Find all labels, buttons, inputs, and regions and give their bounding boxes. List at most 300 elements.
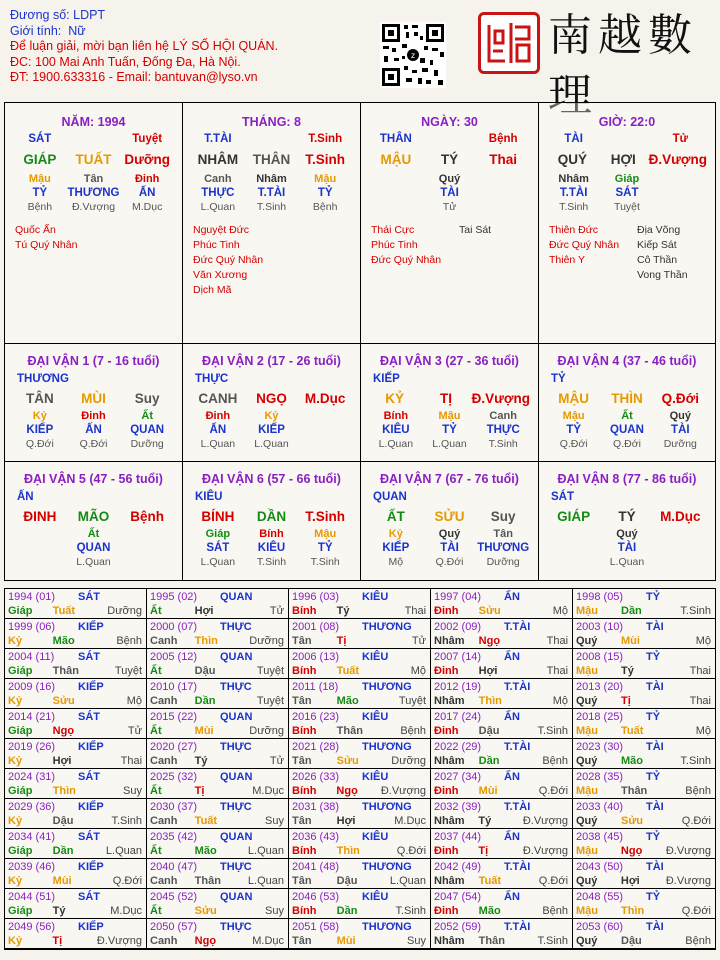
year-line-1 <box>150 681 284 694</box>
year-branch: Hợi <box>52 755 72 767</box>
pillar-hidden-stem-cell: Quý <box>438 173 461 185</box>
seal-stamp-icon <box>478 12 540 74</box>
year-phase: Suy <box>123 785 143 797</box>
star-item: Cô Thần <box>637 254 678 266</box>
year-label: 2044 (51) <box>8 891 56 903</box>
year-cell <box>431 709 573 739</box>
year-line-1 <box>292 651 426 664</box>
year-line-2 <box>8 724 142 738</box>
year-god: ẤN <box>504 891 520 903</box>
dai-van-hidden-stem-cell: Kỷ <box>264 410 279 422</box>
year-cell <box>5 769 147 799</box>
pillar-stem-branch-cell: Đ.Vượng <box>648 152 707 167</box>
dai-van-stem-branch-cell: TÂN <box>25 391 54 406</box>
pillar-god-cell: Tử <box>672 133 688 145</box>
pillar-hidden-stem-cell <box>476 172 530 186</box>
year-label: 2030 (37) <box>150 801 198 813</box>
year-cell <box>573 739 715 769</box>
year-cell <box>431 679 573 709</box>
year-line-1 <box>150 741 284 754</box>
dai-van-stem-branch <box>539 506 715 527</box>
year-branch: Thìn <box>336 845 360 857</box>
year-stem: Quý <box>576 815 598 827</box>
dai-van-god: KIẾP <box>373 373 400 385</box>
year-phase: T.Sinh <box>395 905 427 917</box>
dai-van-hidden-stem-cell: Đinh <box>81 410 106 422</box>
year-branch: Mão <box>478 905 501 917</box>
year-label: 2052 (59) <box>434 921 482 933</box>
year-line-1 <box>576 741 711 754</box>
four-pillars <box>5 103 715 344</box>
year-branch: Sửu <box>52 695 75 707</box>
dai-van-hidden-stem-cell: Bính <box>259 528 284 540</box>
phone-email: ĐT: 1900.633316 - Email: bantuvan@lyso.vn <box>10 70 258 84</box>
year-cell <box>431 769 573 799</box>
year-god: T.TÀI <box>504 861 531 873</box>
year-cell <box>289 859 431 889</box>
year-cell <box>5 619 147 649</box>
year-label: 1999 (06) <box>8 621 56 633</box>
year-branch: Sửu <box>478 605 501 617</box>
year-cell <box>5 919 147 949</box>
year-line-2 <box>150 754 284 768</box>
year-label: 1995 (02) <box>150 591 198 603</box>
dai-van-hidden-god-cell: THƯƠNG <box>477 542 530 554</box>
year-cell <box>431 829 573 859</box>
pillar-stars <box>549 223 688 283</box>
dai-van-hidden-god <box>539 541 715 555</box>
pillar-phase-cell: Tử <box>442 201 457 213</box>
year-god: THỰC <box>220 621 252 633</box>
year-cell <box>573 709 715 739</box>
dai-van-phase-cell: T.Sinh <box>310 556 340 568</box>
year-line-1 <box>292 681 426 694</box>
dai-van-hidden-god-cell: ẤN <box>209 424 227 436</box>
year-stem: Đinh <box>434 665 459 677</box>
year-god: THƯƠNG <box>362 801 412 813</box>
dai-van-hidden-god-cell: QUAN <box>130 424 165 436</box>
dai-van-hidden-god <box>183 541 360 555</box>
year-stem: Ất <box>150 665 162 677</box>
dai-van-stem-branch-cell: GIÁP <box>557 509 591 524</box>
pillar-hidden-god-cell <box>476 186 530 200</box>
year-line-2 <box>434 844 568 858</box>
year-line-2 <box>150 904 284 918</box>
year-phase: Tử <box>269 605 285 617</box>
year-branch: Dậu <box>478 725 500 737</box>
pillar-stem-branch-cell: NHÂM <box>197 152 239 167</box>
year-line-2 <box>576 754 711 768</box>
contact-invite: Để luận giải, mời bạn liên hệ LÝ SỐ HỘI QUÁN. <box>10 39 279 53</box>
year-phase: Q.Đới <box>538 875 569 887</box>
year-cell <box>573 889 715 919</box>
year-god: KIÊU <box>362 651 389 663</box>
year-phase: Q.Đới <box>112 875 143 887</box>
year-stem: Canh <box>150 815 178 827</box>
pillar-god-cell <box>245 129 299 149</box>
year-label: 1996 (03) <box>292 591 340 603</box>
pillar-phase-cell: Bệnh <box>312 201 338 213</box>
dai-van-hidden-stem-cell: Mậu <box>438 410 461 422</box>
dai-van-hidden-god <box>361 423 538 437</box>
year-line-1 <box>576 651 711 664</box>
year-phase: Đ.Vượng <box>522 845 568 857</box>
year-phase: L.Quan <box>105 845 143 857</box>
year-stem: Giáp <box>8 665 33 677</box>
year-line-1 <box>576 771 711 784</box>
year-branch: Tý <box>621 665 634 677</box>
dai-van-phase <box>5 437 182 451</box>
year-god: SÁT <box>78 771 100 783</box>
year-god: THƯƠNG <box>362 861 412 873</box>
year-phase: Mộ <box>695 725 711 737</box>
pillar-hidden-god <box>5 186 182 200</box>
year-branch: Ngọ <box>194 935 217 947</box>
year-phase: Mộ <box>695 635 711 647</box>
year-label: 2034 (41) <box>8 831 56 843</box>
pillar-stars <box>371 223 491 268</box>
dai-van-hidden-god-cell: KIẾP <box>26 424 54 436</box>
year-line-2 <box>292 904 426 918</box>
year-stem: Nhâm <box>434 815 465 827</box>
year-phase: Đ.Vượng <box>96 935 142 947</box>
year-line-1 <box>150 621 284 634</box>
year-line-1 <box>434 801 568 814</box>
year-line-2 <box>576 784 711 798</box>
year-label: 2039 (46) <box>8 861 56 873</box>
year-phase: T.Sinh <box>537 935 569 947</box>
year-phase: Bệnh <box>116 635 143 647</box>
year-branch: Dậu <box>621 935 642 947</box>
year-stem: Quý <box>576 695 598 707</box>
dai-van-hidden-stem-cell: Kỷ <box>388 528 403 540</box>
year-line-1 <box>150 891 284 904</box>
year-branch: Hợi <box>336 815 356 827</box>
year-branch: Tị <box>621 695 631 707</box>
dai-van-hidden-god-cell: TỶ <box>317 542 333 554</box>
year-branch: Thân <box>478 935 505 947</box>
year-branch: Sửu <box>621 815 644 827</box>
year-label: 2033 (40) <box>576 801 624 813</box>
year-cell <box>147 649 289 679</box>
year-cell <box>147 589 289 619</box>
dai-van-1 <box>5 344 183 462</box>
year-phase: M.Dục <box>252 785 285 797</box>
year-god: T.TÀI <box>504 621 531 633</box>
year-phase: Tử <box>127 725 143 737</box>
year-line-1 <box>576 591 711 604</box>
dai-van-hidden-god-cell: TÀI <box>671 424 690 436</box>
pillar-hidden-god-cell: TỶ <box>317 187 333 199</box>
year-branch: Thìn <box>194 635 218 647</box>
year-line-2 <box>150 784 284 798</box>
year-label: 2011 (18) <box>292 681 339 693</box>
year-line-2 <box>576 904 711 918</box>
year-god: QUAN <box>220 831 253 843</box>
year-branch: Dần <box>621 605 642 617</box>
year-label: 2014 (21) <box>8 711 56 723</box>
dai-van-stem-branch-cell: BÍNH <box>201 509 235 524</box>
year-stem: Quý <box>576 875 598 887</box>
dai-van-hidden-stem-cell: Ất <box>141 410 153 422</box>
year-line-1 <box>434 831 568 844</box>
dai-van-stem-branch-cell: Bệnh <box>130 509 165 524</box>
year-phase: Đ.Vượng <box>522 815 568 827</box>
year-cell <box>431 649 573 679</box>
year-god: TÀI <box>646 741 664 753</box>
year-label: 2045 (52) <box>150 891 198 903</box>
header-info <box>10 8 370 86</box>
year-phase: Thai <box>120 755 143 767</box>
year-line-1 <box>576 711 711 724</box>
dai-van-hidden-stem-cell <box>120 527 174 541</box>
year-phase: Suy <box>265 905 285 917</box>
dai-van-hidden-stem <box>5 527 182 541</box>
pillar-stem-branch <box>361 149 538 170</box>
year-phase: M.Dục <box>394 815 427 827</box>
dai-van-6 <box>183 462 361 580</box>
year-label: 2032 (39) <box>434 801 482 813</box>
year-cell <box>289 799 431 829</box>
year-phase: Thai <box>689 695 711 707</box>
pillar-hidden-stem-cell: Giáp <box>614 173 640 185</box>
year-line-2 <box>150 634 284 648</box>
year-branch: Mùi <box>478 785 498 797</box>
dai-van-hidden-stem-cell <box>654 527 707 541</box>
dai-van-hidden-stem <box>5 409 182 423</box>
year-stem: Tân <box>292 635 312 647</box>
dai-van-stem-branch-cell: Đ.Vượng <box>471 391 530 406</box>
dai-van-stem-branch-cell: MẬU <box>558 391 590 406</box>
dai-van-hidden-god-cell: KIẾP <box>258 424 285 436</box>
dai-van-phase <box>361 437 538 451</box>
year-line-2 <box>292 814 426 828</box>
year-cell <box>5 709 147 739</box>
year-phase: Bệnh <box>400 725 427 737</box>
year-stem: Ất <box>150 905 162 917</box>
year-line-1 <box>8 831 142 844</box>
year-god: TÀI <box>646 681 664 693</box>
dai-van-stem-branch <box>361 388 538 409</box>
year-god: KIÊU <box>362 711 389 723</box>
year-phase: Thai <box>404 605 427 617</box>
year-label: 2023 (30) <box>576 741 624 753</box>
year-phase: Tử <box>269 755 285 767</box>
year-line-2 <box>8 934 142 948</box>
dai-van-phase <box>183 437 360 451</box>
year-god: SÁT <box>78 831 100 843</box>
year-stem: Canh <box>150 635 178 647</box>
year-line-1 <box>576 921 711 934</box>
year-line-2 <box>8 904 142 918</box>
year-label: 2029 (36) <box>8 801 56 813</box>
year-cell <box>147 769 289 799</box>
year-label: 2037 (44) <box>434 831 482 843</box>
year-line-2 <box>434 784 568 798</box>
year-label: 2048 (55) <box>576 891 624 903</box>
dai-van-hidden-stem-cell: Đinh <box>205 410 231 422</box>
year-stem: Mậu <box>576 785 598 797</box>
year-line-1 <box>292 921 426 934</box>
year-label: 2019 (26) <box>8 741 56 753</box>
year-label: 2000 (07) <box>150 621 198 633</box>
year-stem: Nhâm <box>434 755 465 767</box>
year-stem: Giáp <box>8 905 33 917</box>
year-label: 2038 (45) <box>576 831 624 843</box>
dai-van-stem-branch-cell: M.Dục <box>304 391 346 406</box>
dai-van-hidden-stem-cell: Bính <box>383 410 409 422</box>
dai-van-title: ĐẠI VẬN 6 (57 - 66 tuổi) <box>202 472 341 486</box>
year-branch: Mùi <box>52 875 72 887</box>
star-item: Đức Quý Nhân <box>371 254 442 266</box>
year-line-2 <box>150 814 284 828</box>
year-stem: Đinh <box>434 905 459 917</box>
pillar-2 <box>361 103 539 343</box>
dai-van-phase-cell: L.Quan <box>432 438 467 450</box>
year-line-1 <box>576 861 711 874</box>
year-line-1 <box>434 681 568 694</box>
year-branch: Tuất <box>52 605 76 617</box>
dai-van-hidden-god-cell: TỶ <box>442 424 457 436</box>
dai-van-hidden-stem-cell: Tân <box>493 528 513 540</box>
year-branch: Thìn <box>52 785 76 797</box>
year-god: THƯƠNG <box>362 741 412 753</box>
year-stem: Giáp <box>8 845 33 857</box>
year-line-1 <box>292 621 426 634</box>
pillar-god-cell: T.TÀI <box>204 133 232 145</box>
year-line-1 <box>150 861 284 874</box>
year-stem: Canh <box>150 875 178 887</box>
year-line-1 <box>576 831 711 844</box>
year-label: 2008 (15) <box>576 651 624 663</box>
pillar-god <box>5 129 182 149</box>
year-cell <box>289 619 431 649</box>
dai-van-hidden-stem <box>183 527 360 541</box>
year-cell <box>431 739 573 769</box>
year-cell <box>431 799 573 829</box>
pillar-phase-cell <box>654 200 707 214</box>
dai-van-hidden-stem-cell: Kỷ <box>32 410 47 422</box>
year-line-1 <box>8 801 142 814</box>
year-stem: Đinh <box>434 605 459 617</box>
year-branch: Tị <box>478 845 489 857</box>
pillar-hidden-stem <box>539 172 715 186</box>
year-line-2 <box>292 604 426 618</box>
dai-van-hidden-god <box>539 423 715 437</box>
year-phase: Mộ <box>552 695 569 707</box>
dai-van-4 <box>539 344 715 462</box>
year-phase: T.Sinh <box>537 725 569 737</box>
dai-van-phase-cell: L.Quan <box>200 438 236 450</box>
star-item: Địa Võng <box>637 224 681 236</box>
pillar-stars <box>193 223 281 298</box>
stars-col-1 <box>193 223 271 298</box>
pillar-hidden-stem <box>361 172 538 186</box>
year-line-2 <box>150 604 284 618</box>
year-god: THỰC <box>220 921 252 933</box>
year-cell <box>147 709 289 739</box>
year-cell <box>431 619 573 649</box>
year-cell <box>573 859 715 889</box>
year-god: ẤN <box>504 831 520 843</box>
pillar-stars <box>15 223 103 253</box>
dai-van-hidden-stem-cell: Canh <box>489 410 517 422</box>
year-god: TỶ <box>646 711 661 723</box>
year-line-1 <box>292 711 426 724</box>
pillar-phase <box>5 200 182 214</box>
year-branch: Dần <box>336 905 358 917</box>
gender-line: Giới tính: Nữ <box>10 23 86 38</box>
pillar-1 <box>183 103 361 343</box>
year-branch: Thân <box>52 665 79 677</box>
year-branch: Dậu <box>52 815 74 827</box>
year-branch: Hợi <box>620 875 640 887</box>
year-line-2 <box>292 784 426 798</box>
year-label: 2024 (31) <box>8 771 56 783</box>
dai-van-hidden-stem-cell: Ất <box>87 528 100 540</box>
dai-van-phase-cell: L.Quan <box>254 438 289 450</box>
dai-van-title: ĐẠI VẬN 8 (77 - 86 tuổi) <box>557 472 697 486</box>
year-phase: Thai <box>546 665 569 677</box>
pillar-hidden-god-cell <box>654 186 707 200</box>
year-branch: Sửu <box>336 755 359 767</box>
year-branch: Tuất <box>478 875 502 887</box>
year-label: 2036 (43) <box>292 831 340 843</box>
year-cell <box>573 769 715 799</box>
dai-van-hidden-god-cell <box>120 541 174 555</box>
dai-van-7 <box>361 462 539 580</box>
year-stem: Quý <box>576 635 598 647</box>
year-stem: Tân <box>292 935 312 947</box>
year-god: SÁT <box>78 891 100 903</box>
year-stem: Canh <box>150 755 178 767</box>
year-stem: Mậu <box>576 845 598 857</box>
year-cell <box>289 769 431 799</box>
dai-van-hidden-stem <box>361 409 538 423</box>
year-label: 2013 (20) <box>576 681 624 693</box>
year-god: TỶ <box>646 651 661 663</box>
dai-van-stem-branch-cell: THÌN <box>611 391 643 406</box>
dai-van-phase-cell <box>120 555 174 569</box>
pillar-hidden-stem-cell: Canh <box>204 173 232 185</box>
dai-van-title: ĐẠI VẬN 2 (17 - 26 tuổi) <box>202 354 341 368</box>
year-cell <box>431 919 573 949</box>
year-cell <box>147 859 289 889</box>
year-line-2 <box>8 874 142 888</box>
year-phase: T.Sinh <box>680 755 711 767</box>
pillar-title: NĂM: 1994 <box>61 115 126 129</box>
year-god: T.TÀI <box>504 801 531 813</box>
year-phase: Mộ <box>552 605 569 617</box>
year-line-1 <box>8 651 142 664</box>
dai-van-phase-cell <box>654 555 707 569</box>
dai-van-phase-cell: Q.Đới <box>613 438 641 450</box>
year-stem: Kỷ <box>8 755 23 767</box>
year-cell <box>289 829 431 859</box>
dai-van-hidden-stem-cell: Quý <box>438 528 461 540</box>
year-branch: Dần <box>194 695 216 707</box>
year-branch: Hợi <box>478 665 498 677</box>
year-phase: Dưỡng <box>249 725 285 737</box>
dai-van-hidden-stem-cell: Quý <box>669 410 692 422</box>
year-line-2 <box>434 694 568 708</box>
year-cell <box>5 799 147 829</box>
year-god: TÀI <box>646 861 664 873</box>
year-god: QUAN <box>220 711 253 723</box>
year-stem: Tân <box>292 815 312 827</box>
year-branch: Dậu <box>194 665 216 677</box>
year-phase: Suy <box>265 815 285 827</box>
